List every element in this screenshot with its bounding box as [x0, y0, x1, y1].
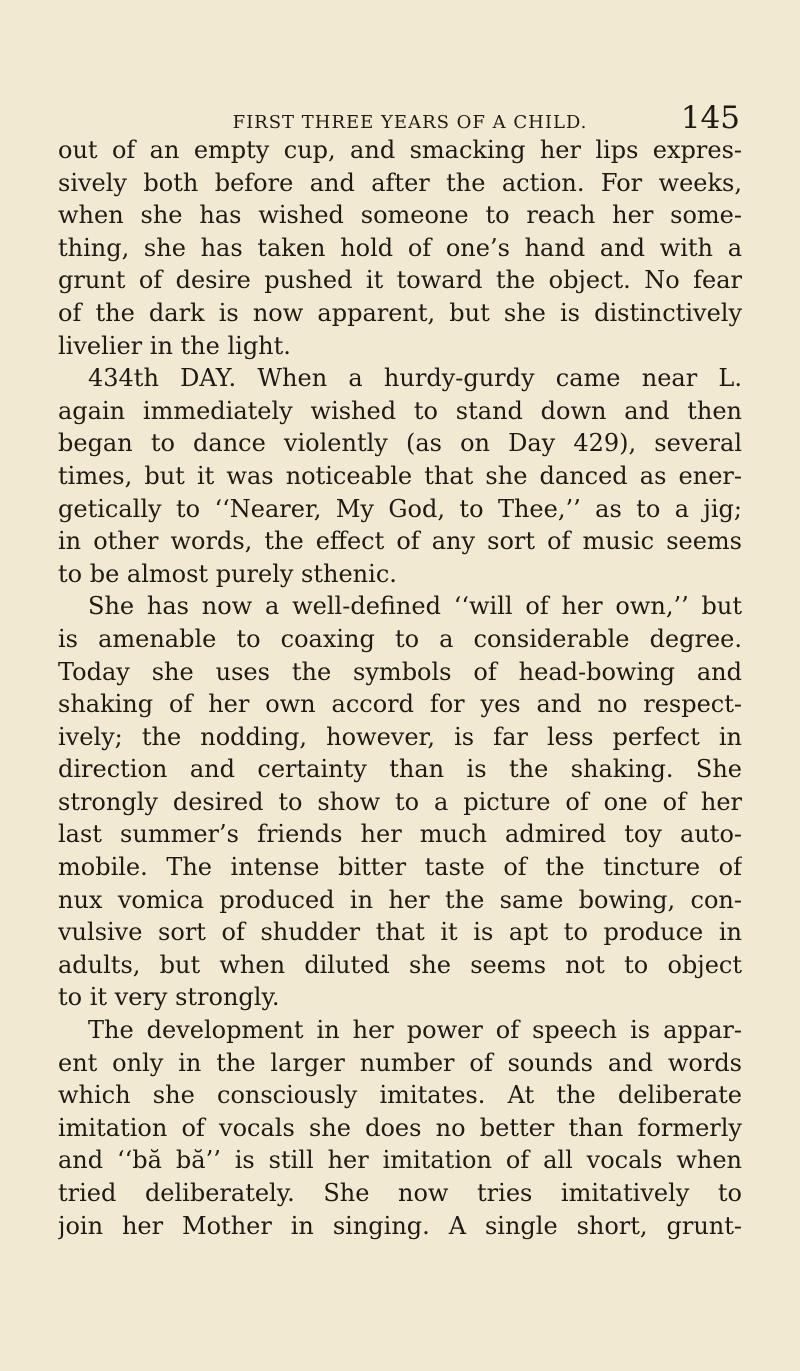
text-line: and ‘‘bă bă’’ is still her imitation of all vocals when	[58, 1146, 742, 1175]
text-line: nux vomica produced in her the same bowing, con-	[58, 885, 742, 914]
body-text	[58, 134, 742, 1242]
text-line: which she consciously imitates. At the deliberate	[58, 1081, 742, 1110]
text-line: strongly desired to show to a picture of one of her	[58, 787, 742, 816]
running-title: FIRST THREE YEARS OF A CHILD.	[232, 112, 588, 133]
text-line: ent only in the larger number of sounds and words	[58, 1048, 742, 1077]
text-line: of the dark is now apparent, but she is distinctively	[58, 298, 742, 327]
text-line: times, but it was noticeable that she danced as ener-	[58, 461, 742, 490]
page-number: 145	[680, 100, 740, 136]
text-line: 434th DAY. When a hurdy-gurdy came near L.	[88, 364, 742, 393]
text-line: out of an empty cup, and smacking her lips expres-	[58, 136, 742, 164]
text-line: imitation of vocals she does no better than formerly	[58, 1113, 742, 1142]
text-line: ively; the nodding, however, is far less perfect in	[58, 722, 742, 751]
text-line: last summer’s friends her much admired toy auto-	[58, 820, 742, 849]
text-line: grunt of desire pushed it toward the object. No fear	[58, 266, 742, 295]
text-line: Today she uses the symbols of head-bowing and	[58, 657, 742, 686]
text-line: to it very strongly.	[58, 983, 280, 1012]
text-line: livelier in the light.	[58, 331, 291, 360]
text-line: join her Mother in singing. A single short, grunt-	[58, 1211, 742, 1240]
text-line: when she has wished someone to reach her some-	[58, 201, 742, 230]
text-line: direction and certainty than is the shaking. She	[58, 755, 742, 784]
text-line: She has now a well-defined ‘‘will of her own,’’ but	[88, 592, 742, 621]
text-line: The development in her power of speech is appar-	[88, 1016, 742, 1045]
text-line: is amenable to coaxing to a considerable degree.	[58, 624, 742, 653]
text-line: tried deliberately. She now tries imitatively to	[58, 1179, 742, 1207]
text-line: thing, she has taken hold of one’s hand and with a	[58, 233, 742, 262]
text-line: vulsive sort of shudder that it is apt to produce in	[58, 918, 742, 947]
text-line: sively both before and after the action. For weeks,	[58, 168, 742, 197]
text-line: in other words, the effect of any sort of music seems	[58, 527, 742, 556]
text-line: getically to ‘‘Nearer, My God, to Thee,’’ as to a jig;	[58, 494, 742, 523]
text-line: again immediately wished to stand down and then	[58, 396, 742, 425]
text-line: mobile. The intense bitter taste of the tincture of	[58, 853, 742, 882]
text-line: began to dance violently (as on Day 429), several	[58, 429, 742, 458]
text-line: adults, but when diluted she seems not to object	[58, 950, 742, 979]
text-line: shaking of her own accord for yes and no respect-	[58, 690, 742, 719]
text-line: to be almost purely sthenic.	[58, 559, 397, 588]
